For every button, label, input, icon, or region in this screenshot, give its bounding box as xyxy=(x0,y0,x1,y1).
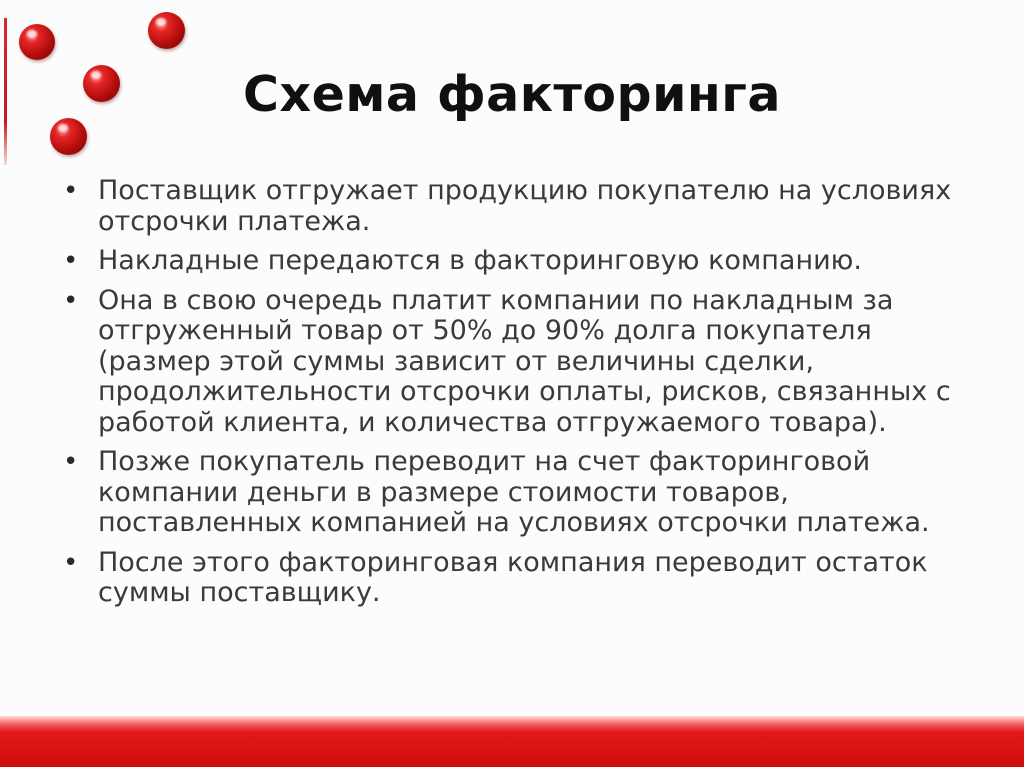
bullet-text: После этого факторинговая компания переводит остаток суммы поставщику. xyxy=(98,546,928,608)
bullet-item xyxy=(58,246,968,277)
bullet-item xyxy=(58,447,968,539)
red-ball-decoration xyxy=(148,12,185,49)
slide-title: Схема факторинга xyxy=(243,66,781,123)
bullet-text: Поставщик отгружает продукцию покупателю на условиях отсрочки платежа. xyxy=(98,175,952,237)
bullet-text: Позже покупатель переводит на счет факторинговой компании деньги в размере стоимости товаров, поставленных компанией на условиях отсрочки платежа. xyxy=(98,446,930,538)
red-ball-decoration xyxy=(19,24,55,60)
bullet-item xyxy=(58,286,968,439)
bullet-dot-icon: • xyxy=(63,285,79,316)
red-ball-decoration xyxy=(50,118,87,155)
bullet-dot-icon: • xyxy=(63,176,79,206)
bullet-text: Она в свою очередь платит компании по накладным за отгруженный товар от 50% до 90% долга покупателя (размер этой суммы зависит от величины сделки, продолжительности отсрочки оплаты, рисков, связанных с работой клиента, и количества отгружаемого товара). xyxy=(98,284,951,438)
bullet-dot-icon: • xyxy=(63,547,79,578)
bullet-dot-icon: • xyxy=(63,246,79,276)
bottom-accent-bar xyxy=(0,716,1024,767)
bullet-item xyxy=(58,548,968,609)
bullet-list xyxy=(58,176,968,618)
bullet-text: Накладные передаются в факторинговую компанию. xyxy=(98,245,862,276)
bullet-item xyxy=(58,176,968,237)
bullet-dot-icon: • xyxy=(63,447,79,477)
